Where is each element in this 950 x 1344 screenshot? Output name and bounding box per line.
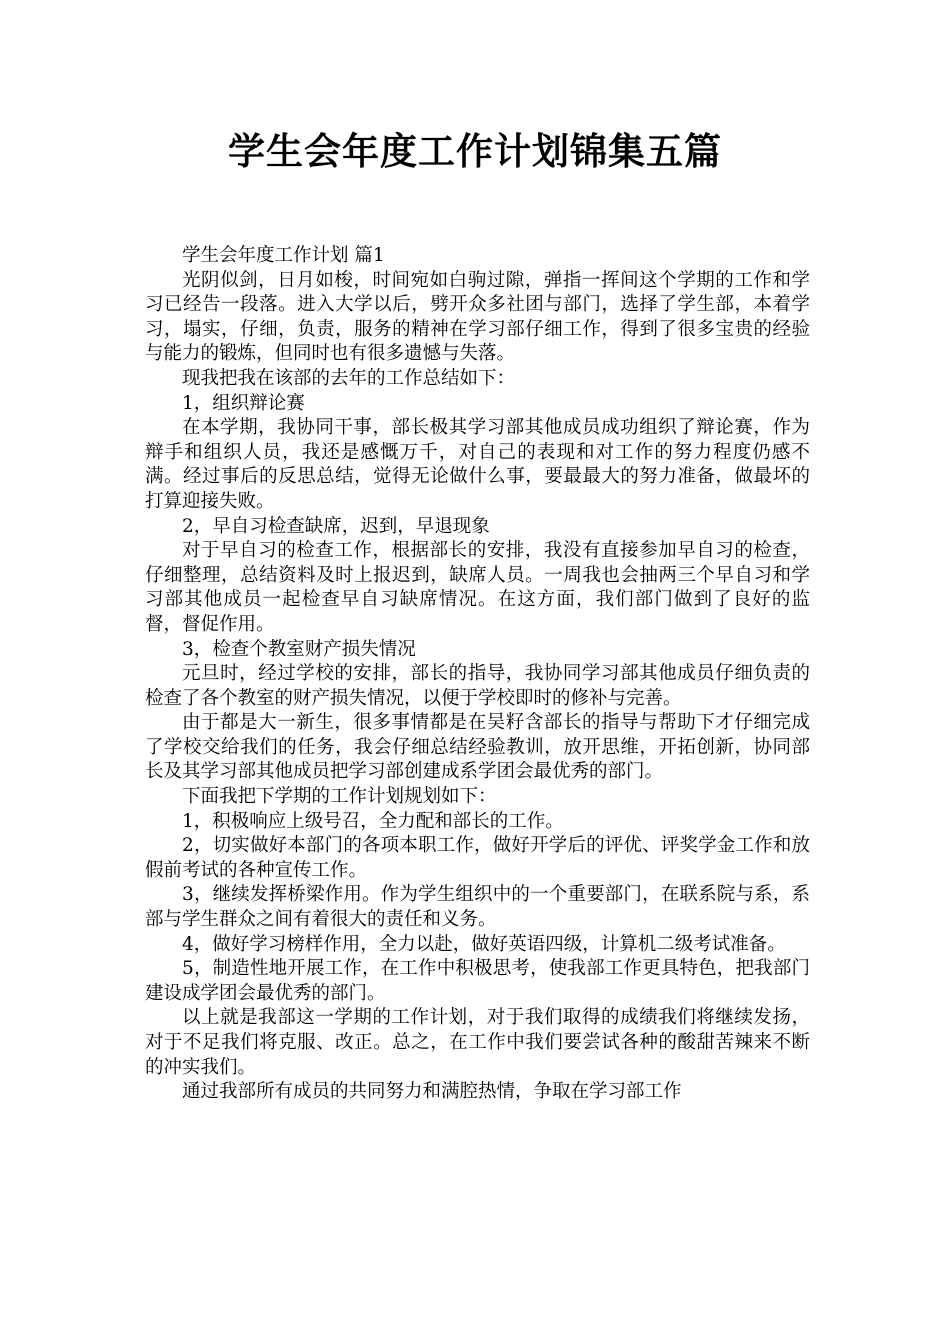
- list-item: 3，继续发挥桥梁作用。作为学生组织中的一个重要部门，在联系院与系，系部与学生群众之间有着很大的责任和义务。: [145, 884, 810, 931]
- paragraph: 现我把我在该部的去年的工作总结如下：: [182, 367, 516, 389]
- paragraph: 在本学期，我协同干事，部长极其学习部其他成员成功组织了辩论赛，作为辩手和组织人员，我还是感慨万千，对自己的表现和对工作的努力程度仍感不满。经过事后的反思总结，觉得无论做什么事，要最最大的努力准备，做最坏的打算迎接失败。: [145, 417, 810, 512]
- list-item: 5，制造性地开展工作，在工作中积极思考，使我部工作更具特色，把我部门建设成学团会最优秀的部门。: [145, 958, 810, 1004]
- paragraph: 对于早自习的检查工作，根据部长的安排，我没有直接参加早自习的检查，仔细整理，总结资料及时上报迟到，缺席人员。一周我也会抽两三个早自习和学习部其他成员一起检查早自习缺席情况。在这方面，我们部门做到了良好的监督，督促作用。: [145, 540, 810, 635]
- list-item: 4，做好学习榜样作用，全力以赴，做好英语四级，计算机二级考试准备。: [182, 933, 786, 955]
- list-heading: 2，早自习检查缺席，迟到，早退现象: [182, 515, 490, 537]
- paragraph: 以上就是我部这一学期的工作计划，对于我们取得的成绩我们将继续发扬，对于不足我们将克服、改正。总之，在工作中我们要尝试各种的酸甜苦辣来不断的冲实我们。: [145, 1007, 810, 1078]
- paragraph: 由于都是大一新生，很多事情都是在吴籽含部长的指导与帮助下才仔细完成了学校交给我们的任务，我会仔细总结经验教训，放开思维，开拓创新，协同部长及其学习部其他成员把学习部创建成系学团会最优秀的部门。: [145, 712, 810, 783]
- paragraph: 光阴似剑，日月如梭，时间宛如白驹过隙，弹指一挥间这个学期的工作和学习已经告一段落。进入大学以后，劈开众多社团与部门，选择了学生部，本着学习，塌实，仔细，负责，服务的精神在学习部仔细工作，得到了很多宝贵的经验与能力的锻炼，但同时也有很多遗憾与失落。: [145, 269, 810, 365]
- paragraph: 通过我部所有成员的共同努力和满腔热情，争取在学习部工作: [182, 1081, 682, 1103]
- document-body: [145, 244, 810, 1105]
- list-heading: 1，组织辩论赛: [182, 392, 305, 414]
- list-heading: 3，检查个教室财产损失情况: [182, 638, 416, 660]
- paragraph: 下面我把下学期的工作计划规划如下：: [182, 786, 497, 808]
- list-item: 1，积极响应上级号召，全力配和部长的工作。: [182, 810, 564, 832]
- list-item: 2，切实做好本部门的各项本职工作，做好开学后的评优、评奖学金工作和放假前考试的各种宣传工作。: [145, 835, 810, 881]
- section-heading: 学生会年度工作计划 篇1: [182, 245, 385, 266]
- paragraph: 元旦时，经过学校的安排，部长的指导，我协同学习部其他成员仔细负责的检查了各个教室的财产损失情况，以便于学校即时的修补与完善。: [145, 663, 810, 709]
- document-title: 学生会年度工作计划锦集五篇: [228, 130, 722, 173]
